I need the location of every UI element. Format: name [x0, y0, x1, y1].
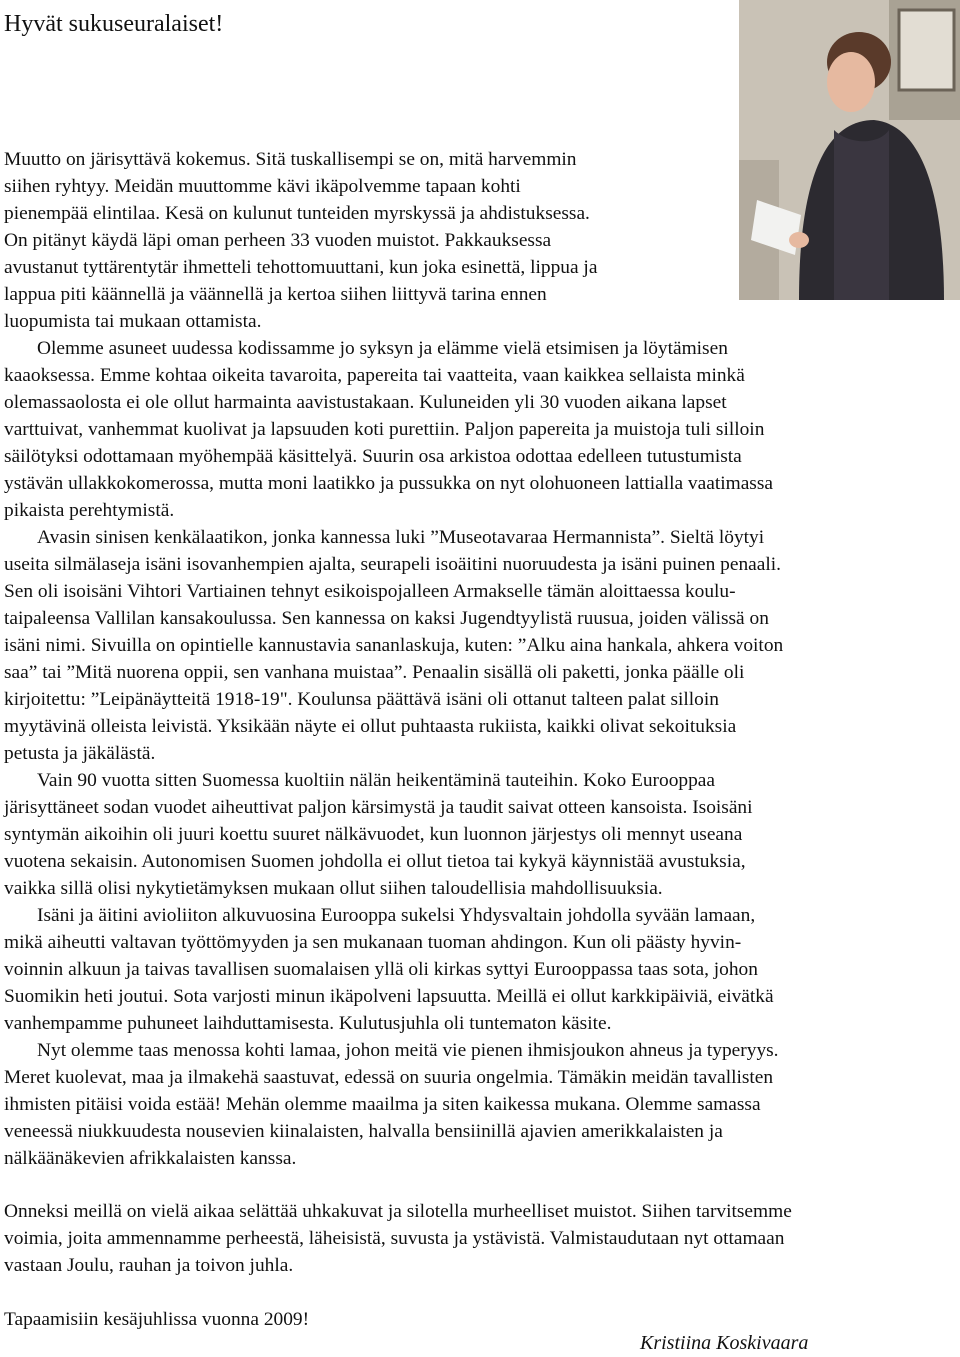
text-line: avustanut tyttärentytär ihmetteli tehottomuuttani, kun joka esinettä, lippua ja	[4, 257, 598, 278]
text-line: säilötyksi odottamaan myöhempää käsittelyä. Suurin osa arkistoa odottaa edelleen tutustumista	[4, 446, 742, 467]
paragraph-6	[4, 1037, 939, 1172]
text-line: mikä aiheutti valtavan työttömyyden ja sen mukanaan tuoman ahdingon. Kun oli päästy hyvin-	[4, 932, 742, 953]
text-line: vanhempamme puhuneet laihduttamisesta. Kulutusjuhla oli tuntematon käsite.	[4, 1013, 612, 1034]
text-line: siihen ryhtyy. Meidän muuttomme kävi ikäpolvemme tapaan kohti	[4, 176, 521, 197]
text-line: Meret kuolevat, maa ja ilmakehä saastuvat, edessä on suuria ongelmia. Tämäkin meidän tavallisten	[4, 1067, 774, 1088]
greeting-heading: Hyvät sukuseuralaiset!	[4, 11, 224, 37]
text-line: pikaista perehtymistä.	[4, 500, 175, 521]
text-line: Muutto on järisyttävä kokemus. Sitä tuskallisempi se on, mitä harvemmin	[4, 149, 577, 170]
text-line: vastaan Joulu, rauhan ja toivon juhla.	[4, 1255, 294, 1276]
text-line: Sen oli isoisäni Vihtori Vartiainen tehnyt esikoispojalleen Armakselle tämän aloittaessa koulu-	[4, 581, 736, 602]
text-line: lappua piti käännellä ja väännellä ja kertoa siihen liittyvä tarina ennen	[4, 284, 547, 305]
paragraph-7	[4, 1198, 939, 1279]
text-line: varttuivat, vanhemmat kuolivat ja lapsuuden koti purettiin. Paljon papereita ja muistoja tuli silloin	[4, 419, 765, 440]
text-line: Isäni ja äitini avioliiton alkuvuosina Eurooppa sukelsi Yhdysvaltain johdolla syvään lamaan,	[37, 905, 756, 926]
text-line: veneessä niukkuudesta nousevien kiinalaisten, halvalla bensiinillä ajavien amerikkalaisten ja	[4, 1121, 723, 1142]
text-line: Vain 90 vuotta sitten Suomessa kuoltiin nälän heikentäminä tauteihin. Koko Eurooppaa	[37, 770, 715, 791]
closing-line	[4, 1306, 939, 1333]
text-line: olemassaolosta ei ole ollut harmainta aavistustakaan. Kuluneiden yli 30 vuoden aikana lapset	[4, 392, 727, 413]
text-line: järisyttäneet sodan vuodet aiheuttivat paljon kärsimystä ja taudit saivat otteen kansoista. Isoisäni	[4, 797, 753, 818]
paragraph-4	[4, 767, 939, 902]
text-line: vaikka sillä olisi nykytietämyksen mukaan ollut siihen taloudellisia mahdollisuuksia.	[4, 878, 663, 899]
text-line: Nyt olemme taas menossa kohti lamaa, johon meitä vie pienen ihmisjoukon ahneus ja typeryys.	[37, 1040, 779, 1061]
closing-text: Tapaamisiin kesäjuhlissa vuonna 2009!	[4, 1309, 310, 1330]
paragraph-3	[4, 524, 939, 767]
text-line: myytävinä olleista leivistä. Yksikään näyte ei ollut puhtaasta rukiista, kaikki olivat sekoituksia	[4, 716, 737, 737]
text-line: kaaoksessa. Emme kohtaa oikeita tavaroita, papereita tai vaatteita, vaan kaikkea sellaista minkä	[4, 365, 745, 386]
text-line: voinnin alkuun ja taivas tavallisen suomalaisen yllä oli kirkas syttyi Eurooppassa taas sota, johon	[4, 959, 758, 980]
paragraph-5	[4, 902, 939, 1037]
text-line: saa” tai ”Mitä nuorena oppii, sen vanhana muistaa”. Penaalin sisällä oli paketti, jonka päälle oli	[4, 662, 745, 683]
text-line: pienempää elintilaa. Kesä on kulunut tunteiden myrskyssä ja ahdistuksessa.	[4, 203, 590, 224]
text-line: Onneksi meillä on vielä aikaa selättää uhkakuvat ja silotella murheelliset muistot. Siihen tarvitsemme	[4, 1201, 792, 1222]
text-line: ystävän ullakkokomerossa, mutta moni laatikko ja pussukka on nyt olohuoneen lattialla vaatimassa	[4, 473, 773, 494]
text-line: vuotena sekaisin. Autonomisen Suomen johdolla ei ollut tietoa tai kykyä käynnistää avustuksia,	[4, 851, 746, 872]
text-line: syntymän aikoihin oli juuri koettu suuret nälkävuodet, kun luonnon järjestys oli mennyt useana	[4, 824, 743, 845]
text-line: luopumista tai mukaan ottamista.	[4, 311, 262, 332]
paragraph-2	[4, 335, 939, 524]
text-line: voimia, joita ammennamme perheestä, läheisistä, suvusta ja ystävistä. Valmistaudutaan nyt ottamaan	[4, 1228, 785, 1249]
text-line: Suomikin heti joutui. Sota varjosti minun ikäpolveni lapsuutta. Meillä ei ollut karkkipäiviä, eivätkä	[4, 986, 774, 1007]
signature: Kristiina Koskivaara	[640, 1332, 809, 1354]
text-line: On pitänyt käydä läpi oman perheen 33 vuoden muistot. Pakkauksessa	[4, 230, 552, 251]
text-line: kirjoitettu: ”Leipänäytteitä 1918-19". Koulunsa päättävä isäni oli ottanut talteen palat silloin	[4, 689, 719, 710]
paragraph-1	[4, 146, 939, 335]
text-line: petusta ja jäkälästä.	[4, 743, 156, 764]
text-line: useita silmälaseja isäni isovanhempien ajalta, seurapeli isoäitini nuoruudesta ja isäni puinen penaali.	[4, 554, 782, 575]
text-line: nälkäänäkevien afrikkalaisten kanssa.	[4, 1148, 297, 1169]
text-line: taipaleensa Vallilan kansakoulussa. Sen kannessa on kaksi Jugendtyylistä ruusua, joiden välissä on	[4, 608, 769, 629]
text-line: Olemme asuneet uudessa kodissamme jo syksyn ja elämme vielä etsimisen ja löytämisen	[37, 338, 728, 359]
text-line: ihmisten pitäisi voida estää! Mehän olemme maailma ja siten kaikessa mukana. Olemme samassa	[4, 1094, 761, 1115]
text-line: isäni nimi. Sivuilla on opintielle kannustavia sananlaskuja, kuten: ”Alku aina hankala, ahkera voiton	[4, 635, 784, 656]
text-line: Avasin sinisen kenkälaatikon, jonka kannessa luki ”Museotavaraa Hermannista”. Sieltä löytyi	[37, 527, 765, 548]
